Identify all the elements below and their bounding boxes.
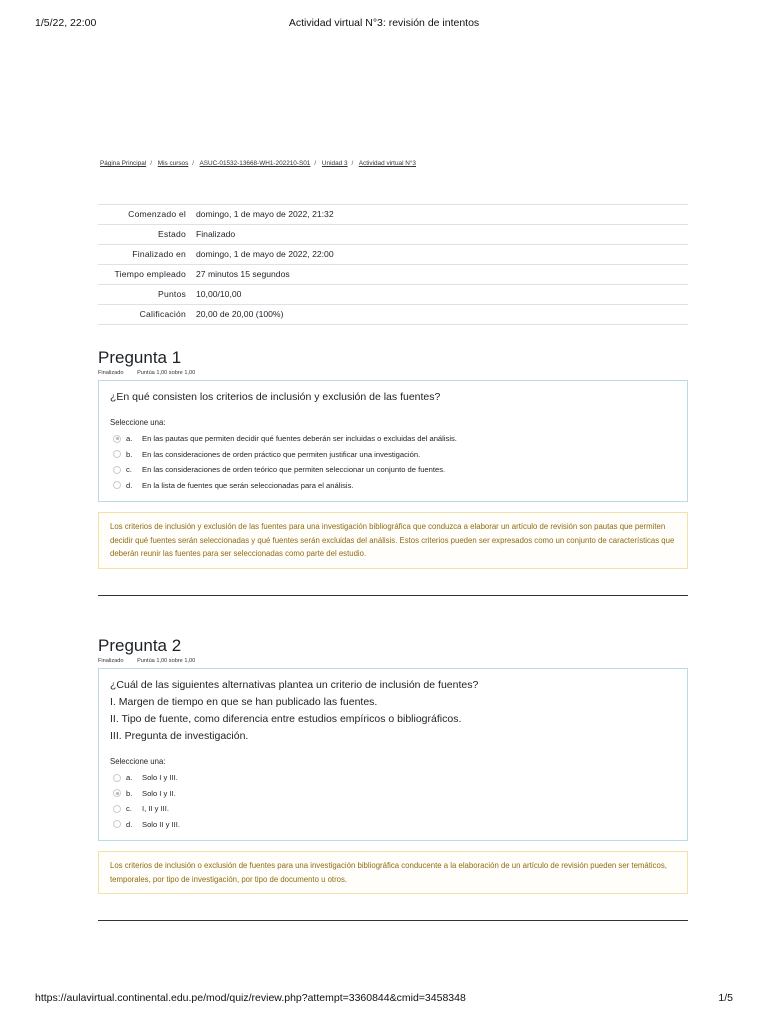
breadcrumb-course[interactable]: ASUC-01532-13668-WH1-202210-S01 [199,160,311,167]
answer-option-a[interactable] [110,770,676,786]
answer-text: En las consideraciones de orden práctico que permiten justificar una investigación. [142,449,421,459]
summary-value: domingo, 1 de mayo de 2022, 21:32 [196,209,334,219]
answer-text: En las consideraciones de orden teórico que permiten seleccionar un conjunto de fuentes. [142,465,446,475]
answer-letter: d. [126,819,133,829]
answer-letter: c. [126,804,132,814]
print-footer [35,992,733,1006]
print-header [35,17,733,31]
summary-label: Puntos [158,289,186,299]
question-1 [98,348,688,569]
answer-option-c[interactable] [110,801,676,817]
answer-option-c[interactable] [110,462,676,478]
summary-label: Finalizado en [132,249,186,259]
summary-value: 10,00/10,00 [196,289,242,299]
question-text: I. Margen de tiempo en que se han publicado las fuentes. [110,696,378,708]
select-one-label: Seleccione una: [110,757,166,766]
radio-icon[interactable] [113,466,121,474]
summary-label: Comenzado el [128,209,186,219]
summary-row [98,265,688,285]
radio-icon[interactable] [113,820,121,828]
radio-icon[interactable] [113,774,121,782]
breadcrumb-home[interactable]: Página Principal [100,160,147,167]
question-title: Pregunta 2 [98,636,182,655]
summary-value: domingo, 1 de mayo de 2022, 22:00 [196,249,334,259]
answer-letter: c. [126,465,132,475]
answer-option-b[interactable] [110,786,676,802]
question-content [98,380,688,502]
breadcrumb: Página Principal / Mis cursos / ASUC-01532-13668-WH1-202210-S01 / Unidad 3 / Actividad virtual N°3 [100,160,416,167]
print-title: Actividad virtual N°3: revisión de intentos [288,17,480,29]
radio-icon[interactable] [113,481,121,489]
answer-option-a[interactable] [110,431,676,447]
question-info [98,370,688,378]
summary-row [98,285,688,305]
answer-text: Solo I y II. [142,788,176,798]
breadcrumb-unit[interactable]: Unidad 3 [321,160,348,167]
question-grade: Puntúa 1,00 sobre 1,00 [137,370,196,376]
question-status: Finalizado [98,658,124,664]
attempt-summary-table [98,204,688,325]
answer-text: En las pautas que permiten decidir qué fuentes deberán ser incluidas o excluidas del análisis. [142,434,457,444]
answer-letter: a. [126,773,133,783]
print-url: https://aulavirtual.continental.edu.pe/mod/quiz/review.php?attempt=3360844&cmid=3458348 [35,992,466,1004]
radio-icon[interactable] [113,805,121,813]
summary-row [98,305,688,325]
answer-letter: b. [126,788,133,798]
summary-label: Calificación [139,309,186,319]
general-feedback: Los criterios de inclusión y exclusión de las fuentes para una investigación bibliográfica que conduzca a elaborar un artículo de revisión son pautas que permiten decidir qué fuentes serán seleccionadas y qué fuentes serán excluidas del análisis. Estos criterios pueden ser expresados como un conjunto de características que deberán reunir las fuentes para ser seleccionadas como parte del estudio. [98,512,688,569]
answer-letter: d. [126,480,133,490]
summary-row [98,225,688,245]
question-text: III. Pregunta de investigación. [110,730,249,742]
radio-selected-icon[interactable] [113,435,121,443]
summary-row [98,205,688,225]
answer-letter: b. [126,449,133,459]
question-text: ¿En qué consisten los criterios de inclusión y exclusión de las fuentes? [110,391,441,403]
summary-value: Finalizado [196,229,236,239]
print-date: 1/5/22, 22:00 [35,17,97,29]
general-feedback: Los criterios de inclusión o exclusión de fuentes para una investigación bibliográfica conducente a la elaboración de un artículo de revisión pueden ser temáticos, temporales, por tipo de investigación, por tipo de documento u otros. [98,851,688,894]
summary-label: Estado [158,229,186,239]
question-text: ¿Cuál de las siguientes alternativas plantea un criterio de inclusión de fuentes? [110,679,479,691]
answer-option-d[interactable] [110,478,676,494]
select-one-label: Seleccione una: [110,418,166,427]
answer-text: I, II y III. [142,804,170,814]
answer-text: En la lista de fuentes que serán seleccionadas para el análisis. [142,480,354,490]
question-divider [98,595,688,596]
summary-value: 20,00 de 20,00 (100%) [196,309,284,319]
answer-option-d[interactable] [110,817,676,833]
question-divider [98,920,688,921]
question-title: Pregunta 1 [98,348,182,367]
question-info [98,658,688,666]
question-content [98,668,688,841]
breadcrumb-my-courses[interactable]: Mis cursos [157,160,189,167]
answer-option-b[interactable] [110,447,676,463]
question-2 [98,636,688,894]
print-page-number: 1/5 [718,992,733,1004]
summary-value: 27 minutos 15 segundos [196,269,290,279]
answer-letter: a. [126,434,133,444]
radio-selected-icon[interactable] [113,789,121,797]
question-text: II. Tipo de fuente, como diferencia entre estudios empíricos o bibliográficos. [110,713,462,725]
answer-text: Solo I y III. [142,773,178,783]
radio-icon[interactable] [113,450,121,458]
question-status: Finalizado [98,370,124,376]
question-grade: Puntúa 1,00 sobre 1,00 [137,658,196,664]
summary-row [98,245,688,265]
answer-text: Solo II y III. [142,819,180,829]
breadcrumb-activity[interactable]: Actividad virtual N°3 [358,160,416,167]
summary-label: Tiempo empleado [114,269,186,279]
